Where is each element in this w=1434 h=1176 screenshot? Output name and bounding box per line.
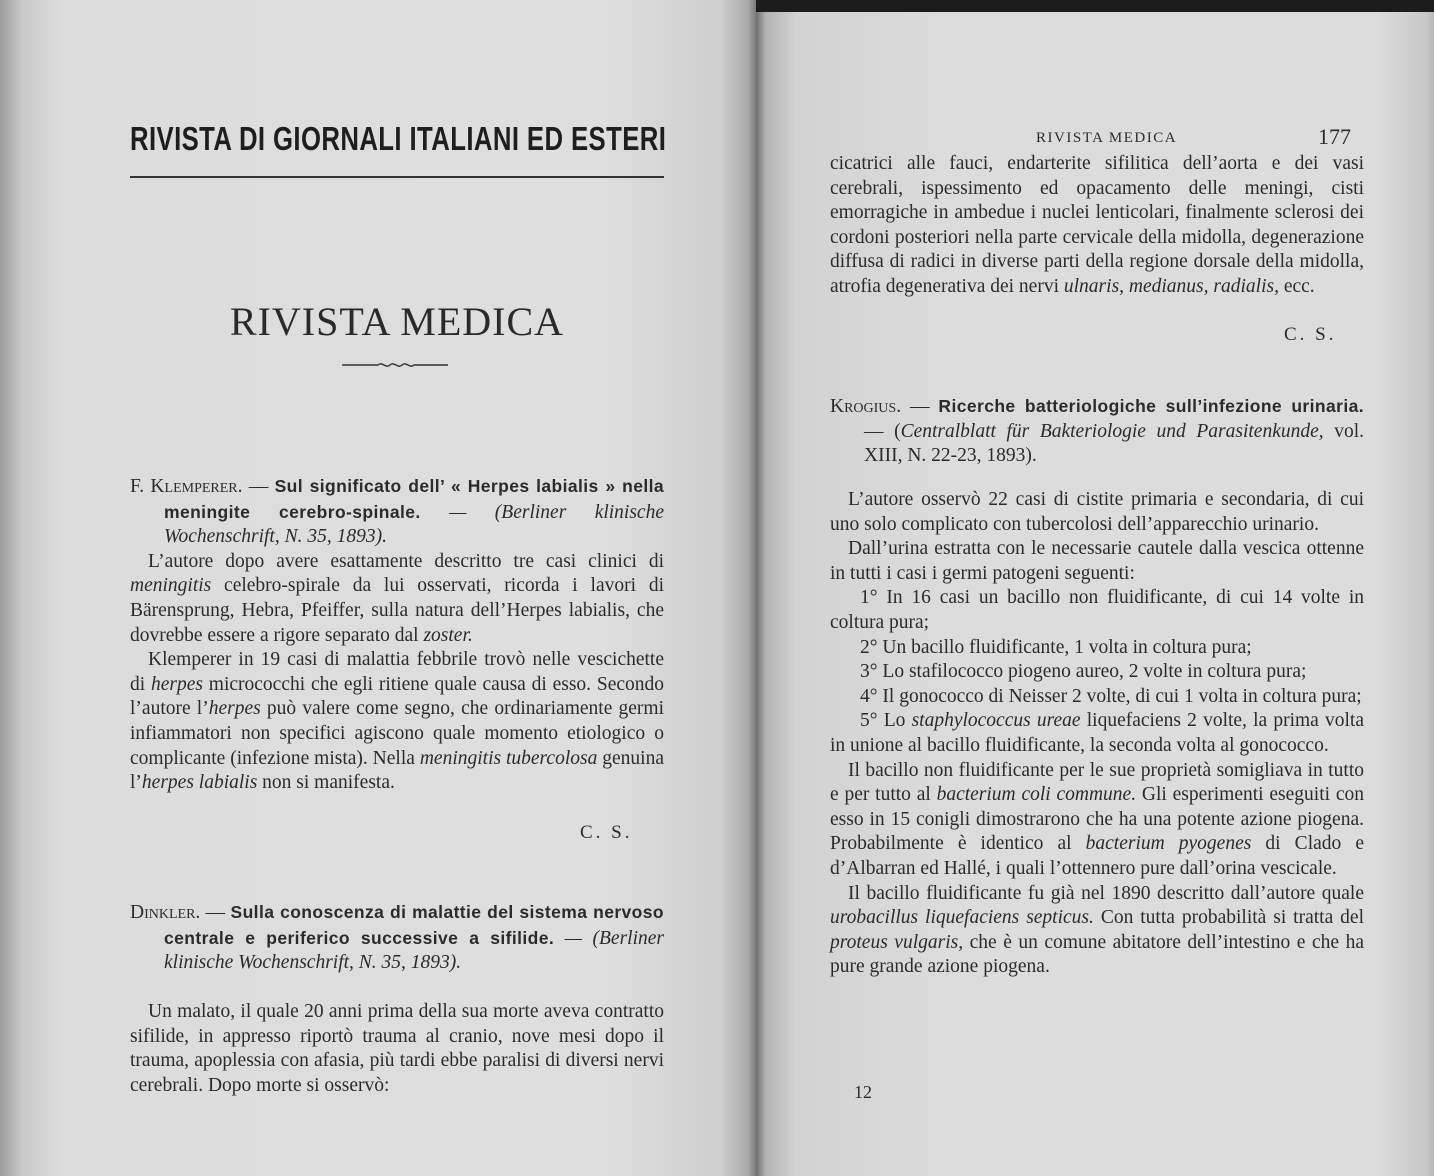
text: Gli esperimenti eseguiti con esso in 15 conigli dimostrarono che ha una potente azione piogena. Probabilmente è identico al <box>830 784 1364 855</box>
paragraph: Dall’urina estratta con le necessarie cautele dalla vescica ottenne in tutti i casi i germi patogeni seguenti: <box>830 538 1364 584</box>
article-heading <box>130 900 664 976</box>
text: Il bacillo non fluidificante per le sue proprietà somigliava in tutto e per tutto al <box>830 759 1364 806</box>
article-krogius <box>830 394 1364 469</box>
right-page <box>756 12 1434 1176</box>
text-italic: proteus vulgaris, <box>830 931 964 953</box>
text-italic: ulnaris, medianus, radialis, <box>1063 275 1279 297</box>
signature: C. S. <box>1284 324 1337 345</box>
continuation-text <box>830 152 1364 300</box>
text: cicatrici alle fauci, endarterite sifilitica dell’aorta e dei vasi cerebrali, ispessimento ed opacamento delle meningi, cisti emorragiche in ambedue i nuclei lenticolari, finalmente sclerosi dei cordoni posteriori nella parte cervicale della midolla, degenerazione diffusa di radici in diverse parti della regione dorsale della midolla, atrofia degenerativa dei nervi <box>830 153 1364 297</box>
author-name: F. Klemperer. <box>130 476 243 497</box>
signature: C. S. <box>580 822 633 843</box>
text: liquefaciens 2 volte, la prima volta in unione al bacillo fluidificante, la seconda volta al gonococco. <box>830 710 1365 756</box>
article-title: Ricerche batteriologiche sull’infezione urinaria. <box>938 396 1364 416</box>
journal-band-title: RIVISTA DI GIORNALI ITALIANI ED ESTERI <box>130 120 667 157</box>
paragraph <box>130 550 664 648</box>
text-italic: bacterium coli commune. <box>936 784 1137 806</box>
text: di Clado e d’Albarran ed Hallé, i quali l’ottennero pure dall’orina vescicale. <box>830 833 1365 879</box>
list-item: 2° Un bacillo fluidificante, 1 volta in coltura pura; <box>860 636 1252 658</box>
article-source: — (Berliner klinische Wochenschrift, N. 35, 1893). <box>164 927 664 974</box>
section-title: RIVISTA MEDICA <box>229 299 565 344</box>
text-italic: urobacillus liquefaciens septicus. <box>830 907 1094 929</box>
text: Con tutta probabilità si tratta del <box>1093 907 1364 929</box>
article-dinkler <box>130 900 664 976</box>
paragraph: L’autore osservò 22 casi di cistite primaria e secondaria, di cui uno solo complicato con tubercolosi dell’apparecchio urinario. <box>830 489 1364 535</box>
ornament-divider <box>340 358 450 372</box>
paragraph <box>830 152 1364 300</box>
list-item <box>830 709 1364 758</box>
list-item: 1° In 16 casi un bacillo non fluidificante, di cui 14 volte in coltura pura; <box>830 587 1364 633</box>
list-item: 4° Il gonococco di Neisser 2 volte, di cui 1 volta in coltura pura; <box>860 685 1362 707</box>
text: — ( <box>864 420 901 442</box>
text: vol. XIII, N. 22-23, 1893). <box>864 420 1365 467</box>
dash: — <box>242 476 275 497</box>
article-source: Centralblatt für Bakteriologie und Parasitenkunde, <box>900 420 1324 442</box>
text: ecc. <box>1278 275 1315 297</box>
paragraph <box>130 648 664 796</box>
author-name: Krogius. <box>830 396 902 417</box>
article-heading <box>130 474 664 550</box>
article-heading <box>830 394 1364 469</box>
author-name: Dinkler. <box>130 902 201 923</box>
list-item: 3° Lo stafilococco piogeno aureo, 2 volte in coltura pura; <box>860 661 1307 683</box>
page-number: 177 <box>1318 124 1351 149</box>
article-dinkler-body <box>130 1000 664 1098</box>
text: L’autore dopo avere esattamente descritto tre casi clinici di <box>148 550 664 572</box>
paragraph <box>830 882 1364 980</box>
signature-mark: 12 <box>854 1082 872 1102</box>
paragraph: Un malato, il quale 20 anni prima della sua morte aveva contratto sifilide, in appresso riportò trauma al cranio, nove mesi dopo il trauma, apoplessia con afasia, più tardi ebbe paralisi di diversi nervi cerebrali. Dopo morte si osservò: <box>130 1001 664 1096</box>
dash: — <box>200 902 231 923</box>
text: che è un comune abitatore dell’intestino e che ha pure grande azione piogena. <box>830 931 1364 978</box>
text-italic: herpes <box>208 698 261 720</box>
text: genuina l’ <box>130 747 664 794</box>
text: non si manifesta. <box>257 772 395 794</box>
title-rule <box>130 176 664 178</box>
article-source: — (Berliner klinische Wochenschrift, N. 35, 1893). <box>164 501 664 548</box>
text-italic: herpes <box>150 673 203 695</box>
text-italic: herpes labialis <box>141 772 258 794</box>
text: può valere come segno, che ordinariamente germi infiammatori non specifici agiscono quale momento etiologico o complicante (infezione mista). Nella <box>130 698 665 769</box>
paragraph <box>830 759 1364 882</box>
text-italic: bacterium pyogenes <box>1085 833 1252 855</box>
running-head: RIVISTA MEDICA <box>1036 130 1178 146</box>
text-italic: meningitis tubercolosa <box>419 747 598 769</box>
text: Il bacillo fluidificante fu già nel 1890 descritto dall’autore quale <box>848 882 1364 904</box>
text-italic: zoster. <box>423 624 473 646</box>
text-italic: meningitis <box>130 575 212 597</box>
article-title: Sul significato dell’ « Herpes labialis » nella meningite cerebro-spinale. <box>164 476 665 522</box>
text: celebro-spirale da lui osservati, ricorda i lavori di Bärensprung, Hebra, Pfeiffer, sulla natura dell’Herpes labialis, che dovrebbe essere a rigore separato dal <box>130 575 664 646</box>
article-krogius-body <box>830 488 1364 980</box>
article-klemperer <box>130 474 664 796</box>
text: micrococchi che egli ritiene quale causa di esso. Secondo l’autore l’ <box>130 673 664 720</box>
article-title: Sulla conoscenza di malattie del sistema nervoso centrale e periferico successive a sifilide. <box>164 902 664 948</box>
text: Klemperer in 19 casi di malattia febbrile trovò nelle vescichette di <box>130 649 664 695</box>
text: 5° Lo <box>860 710 912 732</box>
dash: — <box>901 396 939 417</box>
text-italic: staphylococcus ureae <box>911 710 1081 732</box>
